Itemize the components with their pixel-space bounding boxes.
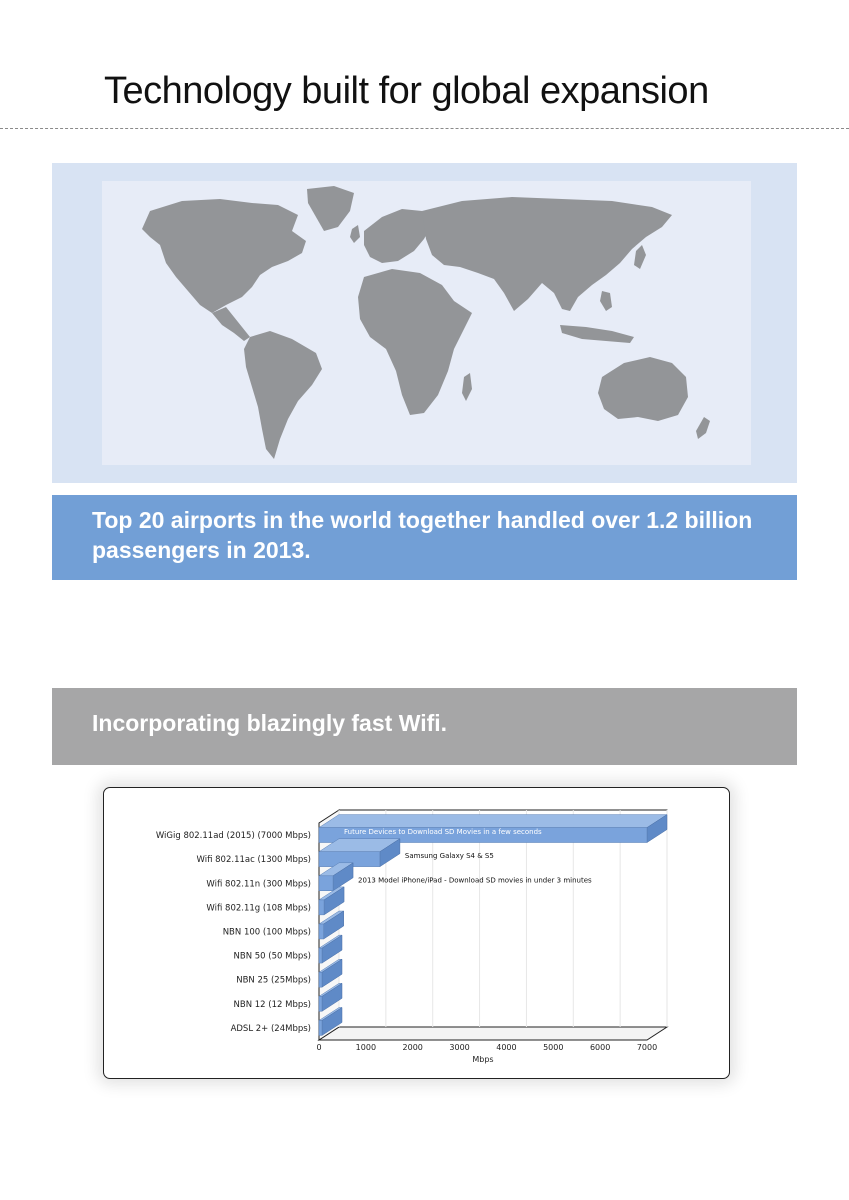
- category-label: NBN 12 (12 Mbps): [233, 999, 311, 1010]
- x-tick-label: 3000: [449, 1043, 470, 1052]
- map-madagascar: [462, 373, 472, 401]
- airports-banner: [52, 495, 797, 580]
- x-tick-label: 4000: [496, 1043, 517, 1052]
- bar: [319, 972, 322, 987]
- map-europe: [364, 209, 432, 263]
- map-australia: [598, 357, 688, 421]
- wifi-banner: [52, 688, 797, 765]
- category-label: NBN 100 (100 Mbps): [222, 927, 311, 938]
- bar: [319, 900, 324, 915]
- bar: [319, 924, 324, 939]
- map-africa: [358, 269, 472, 415]
- x-tick-label: 7000: [636, 1043, 658, 1052]
- map-south-america: [244, 331, 322, 459]
- category-label: ADSL 2+ (24Mbps): [230, 1023, 311, 1034]
- map-philippines: [600, 291, 612, 311]
- page-title: Technology built for global expansion: [104, 70, 709, 112]
- bar-annotation: Samsung Galaxy S4 & S5: [404, 852, 494, 861]
- bar: [319, 948, 322, 963]
- bar: [319, 996, 322, 1011]
- map-frame: [102, 181, 751, 465]
- bar-annotation: Future Devices to Download SD Movies in a few seconds: [344, 828, 542, 837]
- map-north-america: [142, 199, 306, 313]
- map-central-america: [212, 307, 250, 341]
- x-tick-label: 6000: [589, 1043, 611, 1052]
- map-uk: [350, 225, 360, 243]
- bar-top: [319, 815, 667, 828]
- x-tick-label: 2000: [402, 1043, 423, 1052]
- title-divider: [0, 128, 849, 129]
- map-greenland: [307, 186, 354, 231]
- category-label: Wifi 802.11n (300 Mbps): [206, 879, 311, 890]
- map-asia: [422, 197, 672, 311]
- x-tick-label: 1000: [355, 1043, 377, 1052]
- map-japan: [634, 245, 646, 269]
- x-tick-label: 0: [316, 1043, 322, 1052]
- map-indonesia: [560, 325, 634, 343]
- map-panel: [52, 163, 797, 483]
- category-label: NBN 50 (50 Mbps): [233, 951, 311, 962]
- plot-floor: [319, 1027, 667, 1040]
- x-tick-label: 5000: [543, 1043, 564, 1052]
- category-label: WiGig 802.11ad (2015) (7000 Mbps): [155, 831, 311, 842]
- category-label: Wifi 802.11g (108 Mbps): [206, 903, 311, 914]
- category-label: Wifi 802.11ac (1300 Mbps): [196, 855, 311, 866]
- map-new-zealand: [696, 417, 710, 439]
- bar: [319, 876, 333, 891]
- world-map: [102, 181, 751, 465]
- bar-annotation: 2013 Model iPhone/iPad - Download SD movies in under 3 minutes: [358, 876, 592, 885]
- wifi-chart-svg: [104, 788, 729, 1078]
- bar: [319, 1020, 322, 1035]
- x-axis-label: Mbps: [472, 1055, 494, 1064]
- category-label: NBN 25 (25Mbps): [236, 975, 311, 986]
- airports-caption: Top 20 airports in the world together handled over 1.2 billion passengers in 2013.: [92, 507, 753, 563]
- wifi-speed-chart: [103, 787, 730, 1079]
- wifi-heading: Incorporating blazingly fast Wifi.: [92, 710, 448, 736]
